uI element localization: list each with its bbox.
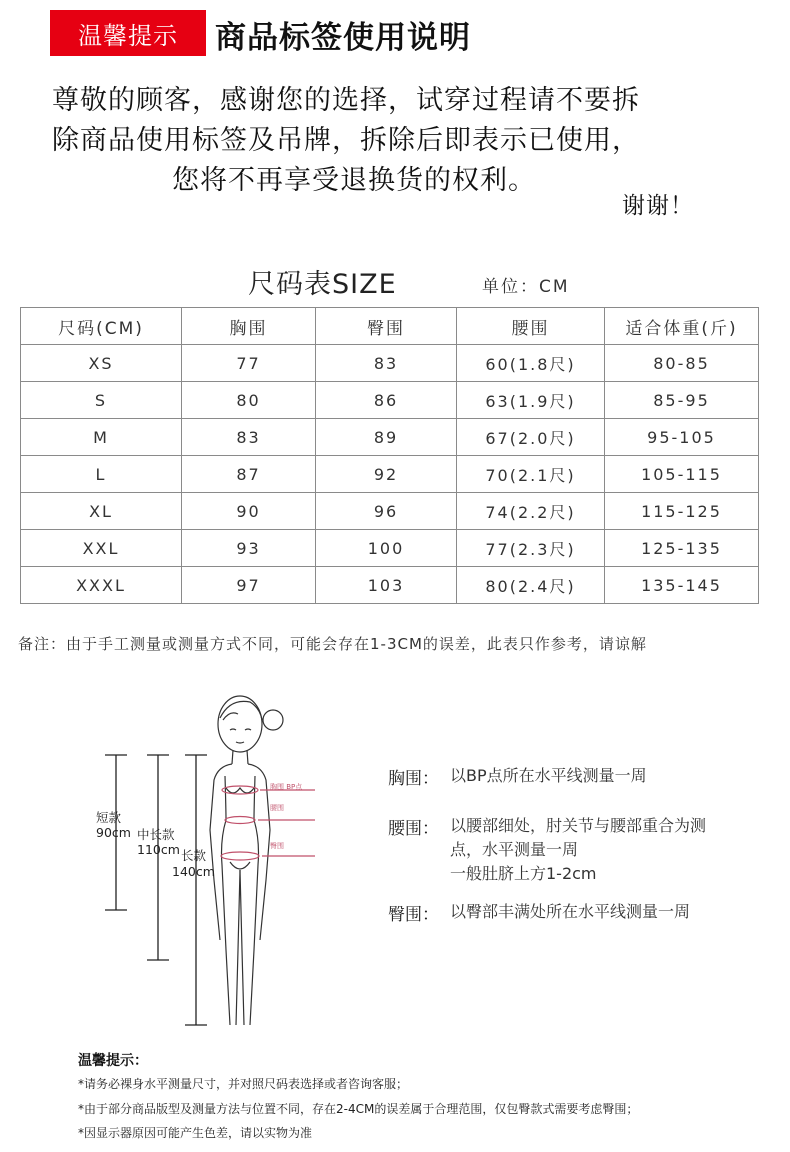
- tip-item: *因显示器原因可能产生色差，请以实物为准: [78, 1126, 313, 1140]
- cell-size: XXL: [21, 530, 182, 567]
- waist-guide-text-2: 点，水平测量一周: [450, 840, 579, 859]
- cell-size: S: [21, 382, 182, 419]
- cell-waist: 60(1.8尺): [457, 345, 605, 382]
- bust-guide-label: 胸围：: [388, 769, 439, 789]
- cell-hip: 83: [316, 345, 457, 382]
- cell-waist: 63(1.9尺): [457, 382, 605, 419]
- cell-weight: 135-145: [605, 567, 759, 604]
- cell-hip: 86: [316, 382, 457, 419]
- cell-hip: 103: [316, 567, 457, 604]
- cell-bust: 93: [182, 530, 316, 567]
- short-length-value: 90cm: [96, 825, 131, 840]
- cell-bust: 80: [182, 382, 316, 419]
- table-row: [21, 567, 759, 604]
- cell-weight: 80-85: [605, 345, 759, 382]
- cell-weight: 85-95: [605, 382, 759, 419]
- cell-waist: 77(2.3尺): [457, 530, 605, 567]
- waist-guide-text-3: 一般肚脐上方1-2cm: [450, 864, 597, 883]
- cell-size: L: [21, 456, 182, 493]
- cell-size: XS: [21, 345, 182, 382]
- length-scale-mid: [147, 755, 169, 960]
- body-measurement-figure: [80, 680, 360, 1040]
- cell-bust: 83: [182, 419, 316, 456]
- cell-bust: 90: [182, 493, 316, 530]
- notice-line-3: 您将不再享受退换货的权利。: [172, 165, 536, 196]
- cell-waist: 74(2.2尺): [457, 493, 605, 530]
- page-title: 商品标签使用说明: [215, 20, 471, 56]
- header-waist: 腰围: [457, 308, 605, 345]
- table-row: [21, 419, 759, 456]
- figure-tag-waist: 腰围: [270, 804, 284, 812]
- waist-guide-text-1: 以腰部细处，肘关节与腰部重合为测: [450, 816, 707, 835]
- header-hip: 臀围: [316, 308, 457, 345]
- hip-guide-text: 以臀部丰满处所在水平线测量一周: [450, 902, 691, 921]
- figure-tag-hip: 臀围: [270, 842, 284, 850]
- long-length-label: 长款: [181, 848, 207, 863]
- cell-hip: 89: [316, 419, 457, 456]
- cell-waist: 70(2.1尺): [457, 456, 605, 493]
- hip-guide-label: 臀围：: [388, 905, 439, 925]
- cell-bust: 77: [182, 345, 316, 382]
- cell-size: XL: [21, 493, 182, 530]
- cell-weight: 105-115: [605, 456, 759, 493]
- cell-hip: 100: [316, 530, 457, 567]
- warm-tip-badge: 温馨提示: [50, 10, 206, 56]
- table-row: [21, 382, 759, 419]
- female-figure-outline: [210, 696, 283, 1025]
- cell-bust: 87: [182, 456, 316, 493]
- size-table-note: 备注：由于手工测量或测量方式不同，可能会存在1-3CM的误差，此表只作参考，请谅解: [18, 635, 647, 653]
- size-table-title: 尺码表SIZE: [248, 269, 397, 300]
- cell-weight: 115-125: [605, 493, 759, 530]
- cell-size: XXXL: [21, 567, 182, 604]
- cell-weight: 125-135: [605, 530, 759, 567]
- figure-tag-bust: 胸围 BP点: [270, 783, 303, 791]
- table-row: [21, 456, 759, 493]
- tip-item: *请务必裸身水平测量尺寸，并对照尺码表选择或者咨询客服；: [78, 1077, 409, 1091]
- mid-length-value: 110cm: [137, 842, 180, 857]
- cell-hip: 96: [316, 493, 457, 530]
- mid-length-label: 中长款: [137, 827, 175, 842]
- length-scale-long: [185, 755, 207, 1025]
- size-table: [20, 307, 759, 604]
- waist-guide-label: 腰围：: [388, 819, 439, 839]
- table-row: [21, 530, 759, 567]
- cell-weight: 95-105: [605, 419, 759, 456]
- cell-bust: 97: [182, 567, 316, 604]
- long-length-value: 140cm: [172, 864, 215, 879]
- short-length-label: 短款: [96, 810, 122, 825]
- cell-hip: 92: [316, 456, 457, 493]
- notice-line-2: 除商品使用标签及吊牌，拆除后即表示已使用，: [52, 125, 640, 156]
- tip-item: *由于部分商品版型及测量方法与位置不同，存在2-4CM的误差属于合理范围，仅包臀款式需要考虑臀围；: [78, 1102, 639, 1116]
- bust-guide-text: 以BP点所在水平线测量一周: [450, 766, 647, 785]
- tips-title: 温馨提示：: [78, 1053, 148, 1069]
- cell-waist: 67(2.0尺): [457, 419, 605, 456]
- cell-waist: 80(2.4尺): [457, 567, 605, 604]
- table-row: [21, 493, 759, 530]
- size-table-unit: 单位：CM: [482, 277, 570, 297]
- header-weight: 适合体重(斤): [605, 308, 759, 345]
- cell-size: M: [21, 419, 182, 456]
- notice-line-1: 尊敬的顾客，感谢您的选择，试穿过程请不要拆: [52, 85, 640, 116]
- table-header-row: [21, 308, 759, 345]
- notice-thanks: 谢谢！: [622, 193, 694, 219]
- header-bust: 胸围: [182, 308, 316, 345]
- header-size: 尺码(CM): [21, 308, 182, 345]
- table-row: [21, 345, 759, 382]
